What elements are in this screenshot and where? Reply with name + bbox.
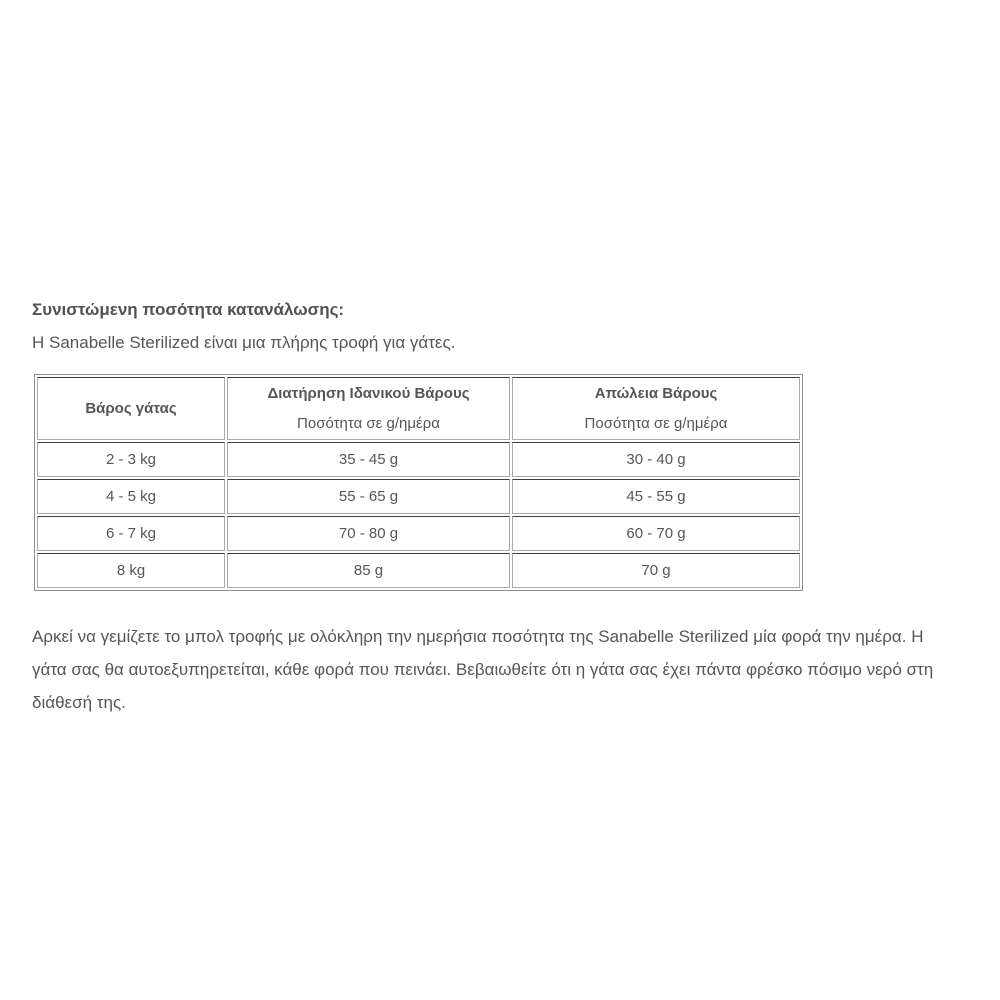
cell-weight-range: 4 - 5 kg [37,479,225,514]
column-title: Απώλεια Βάρους [594,385,718,402]
column-title: Διατήρηση Ιδανικού Βάρους [267,385,470,402]
cell-maintain-amount: 85 g [227,553,510,588]
cell-weight-range: 8 kg [37,553,225,588]
column-subtitle: Ποσότητα σε g/ημέρα [297,415,440,432]
cell-loss-amount: 60 - 70 g [512,516,800,551]
column-header-cat-weight [37,377,225,440]
page-title: Συνιστώμενη ποσότητα κατανάλωσης: [32,300,345,319]
table-row [37,479,800,514]
table-row [37,516,800,551]
cell-loss-amount: 30 - 40 g [512,442,800,477]
column-header-weight-loss [512,377,800,440]
table-row [37,442,800,477]
outro-text: Αρκεί να γεμίζετε το μπολ τροφής με ολόκληρη την ημερήσια ποσότητα της Sanabelle Sterilized μία φορά την ημέρα. Η γάτα σας θα αυτοεξυπηρετείται, κάθε φορά που πεινάει. Βεβαιωθείτε ότι η γάτα σας έχει πάντα φρέσκο πόσιμο νερό στη διάθεσή της. [32,627,934,712]
cell-maintain-amount: 35 - 45 g [227,442,510,477]
column-header-maintain-weight [227,377,510,440]
column-title: Βάρος γάτας [85,400,177,417]
table-header-row [37,377,800,440]
cell-maintain-amount: 70 - 80 g [227,516,510,551]
column-subtitle: Ποσότητα σε g/ημέρα [584,415,728,432]
cell-weight-range: 6 - 7 kg [37,516,225,551]
feeding-table [34,374,803,591]
table-row [37,553,800,588]
cell-weight-range: 2 - 3 kg [37,442,225,477]
intro-text: Η Sanabelle Sterilized είναι μια πλήρης τροφή για γάτες. [32,333,456,352]
cell-loss-amount: 70 g [512,553,800,588]
cell-maintain-amount: 55 - 65 g [227,479,510,514]
cell-loss-amount: 45 - 55 g [512,479,800,514]
